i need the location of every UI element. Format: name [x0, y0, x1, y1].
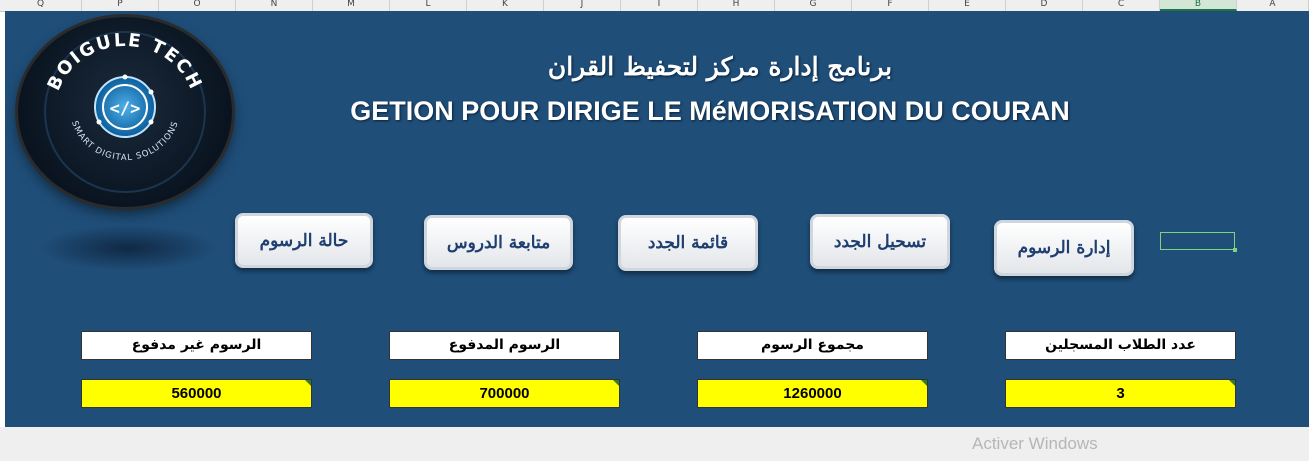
column-header-c[interactable]: C	[1083, 0, 1160, 11]
new-list-button[interactable]: قائمة الجدد	[618, 215, 758, 271]
title-french: GETION POUR DIRIGE LE MéMORISATION DU COURAN	[350, 96, 1070, 126]
column-header-m[interactable]: M	[313, 0, 390, 11]
fees-management-button[interactable]: إدارة الرسوم	[994, 220, 1134, 276]
column-header-a[interactable]: A	[1237, 0, 1309, 11]
logo-tagline-text: SMART DIGITAL SOLUTIONS	[69, 119, 181, 164]
column-header-j[interactable]: J	[544, 0, 621, 11]
registered-students-value[interactable]: 3	[1005, 379, 1236, 408]
paid-fees-value[interactable]: 700000	[389, 379, 620, 408]
column-header-h[interactable]: H	[698, 0, 775, 11]
title-arabic: برنامج إدارة مركز لتحفيظ القران	[547, 52, 893, 81]
new-registration-button[interactable]: تسحيل الجدد	[810, 214, 950, 269]
column-header-l[interactable]: L	[390, 0, 467, 11]
total-fees-value[interactable]: 1260000	[697, 379, 928, 408]
column-header-b[interactable]: B	[1160, 0, 1237, 11]
column-header-q[interactable]: Q	[0, 0, 82, 11]
sheet-margin	[0, 427, 1309, 461]
column-header-e[interactable]: E	[929, 0, 1006, 11]
column-header-p[interactable]: P	[82, 0, 159, 11]
logo-graphic	[18, 17, 232, 207]
paid-fees-label: الرسوم المدفوع	[389, 331, 620, 360]
code-brackets-icon	[95, 75, 155, 138]
column-header-f[interactable]: F	[852, 0, 929, 11]
total-fees-label: مجموع الرسوم	[697, 331, 928, 360]
column-header-d[interactable]: D	[1006, 0, 1083, 11]
logo-brand-text: BOIGULE TECH	[43, 29, 207, 94]
activation-watermark: Activer Windows	[972, 434, 1098, 453]
unpaid-fees-label: الرسوم غير مدفوع	[81, 331, 312, 360]
unpaid-fees-value[interactable]: 560000	[81, 379, 312, 408]
registered-students-label: عدد الطلاب المسجلين	[1005, 331, 1236, 360]
svg-text:</>: </>	[109, 99, 141, 119]
active-cell-selection[interactable]	[1160, 232, 1235, 250]
column-header-o[interactable]: O	[159, 0, 236, 11]
lessons-followup-button[interactable]: متابعة الدروس	[424, 215, 573, 270]
column-header-n[interactable]: N	[236, 0, 313, 11]
fee-status-button[interactable]: حالة الرسوم	[235, 213, 373, 268]
decorative-shadow	[38, 225, 218, 271]
column-header-i[interactable]: I	[621, 0, 698, 11]
column-header-g[interactable]: G	[775, 0, 852, 11]
column-header-k[interactable]: K	[467, 0, 544, 11]
brand-logo	[18, 17, 232, 207]
